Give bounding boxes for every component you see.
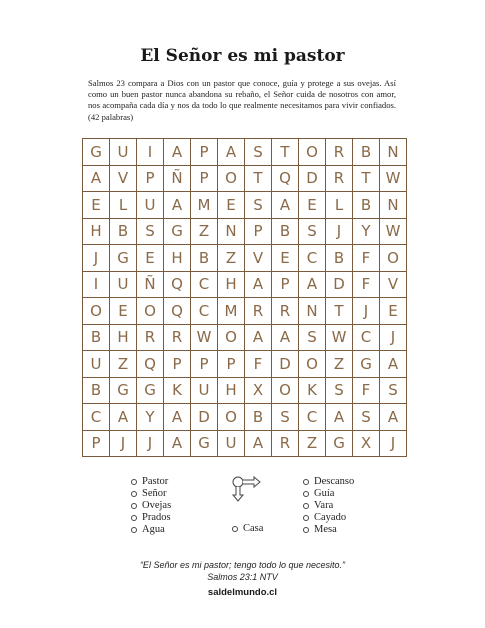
- grid-cell: O: [218, 166, 245, 193]
- grid-cell: P: [191, 139, 218, 166]
- word-item: [131, 524, 171, 536]
- direction-arrows-icon: [230, 473, 262, 503]
- grid-cell: N: [299, 298, 326, 325]
- checkbox-circle-icon: [303, 479, 309, 485]
- grid-cell: P: [83, 431, 110, 458]
- grid-cell: S: [272, 404, 299, 431]
- grid-cell: Ñ: [137, 272, 164, 299]
- grid-cell: F: [353, 378, 380, 405]
- word-label: Cayado: [314, 512, 347, 523]
- grid-cell: N: [380, 139, 407, 166]
- grid-cell: D: [299, 166, 326, 193]
- grid-cell: S: [299, 219, 326, 246]
- grid-cell: S: [353, 404, 380, 431]
- word-list-left: [131, 476, 171, 536]
- grid-cell: B: [83, 378, 110, 405]
- grid-cell: S: [245, 139, 272, 166]
- word-item: [232, 523, 263, 535]
- word-label: Agua: [142, 524, 165, 535]
- grid-cell: G: [110, 378, 137, 405]
- grid-cell: M: [191, 192, 218, 219]
- word-list-center: [232, 523, 263, 535]
- grid-cell: R: [137, 325, 164, 352]
- grid-cell: P: [218, 351, 245, 378]
- checkbox-circle-icon: [232, 526, 238, 532]
- grid-cell: G: [326, 431, 353, 458]
- grid-cell: O: [218, 404, 245, 431]
- grid-cell: J: [110, 431, 137, 458]
- grid-cell: I: [83, 272, 110, 299]
- checkbox-circle-icon: [303, 527, 309, 533]
- grid-cell: P: [272, 272, 299, 299]
- grid-cell: O: [83, 298, 110, 325]
- grid-cell: H: [110, 325, 137, 352]
- grid-cell: G: [83, 139, 110, 166]
- grid-cell: K: [299, 378, 326, 405]
- grid-cell: F: [353, 272, 380, 299]
- grid-cell: K: [164, 378, 191, 405]
- grid-cell: O: [299, 139, 326, 166]
- word-label: Vara: [314, 500, 334, 511]
- grid-cell: Z: [191, 219, 218, 246]
- word-item: [131, 476, 171, 488]
- grid-cell: U: [191, 378, 218, 405]
- word-label: Guía: [314, 488, 335, 499]
- grid-cell: G: [191, 431, 218, 458]
- grid-cell: A: [110, 404, 137, 431]
- grid-cell: Z: [326, 351, 353, 378]
- grid-cell: E: [83, 192, 110, 219]
- grid-cell: Q: [164, 298, 191, 325]
- grid-cell: H: [164, 245, 191, 272]
- grid-cell: H: [83, 219, 110, 246]
- grid-cell: C: [191, 272, 218, 299]
- grid-cell: B: [353, 139, 380, 166]
- grid-cell: B: [272, 219, 299, 246]
- grid-cell: Ñ: [164, 166, 191, 193]
- grid-cell: C: [299, 245, 326, 272]
- grid-cell: A: [164, 139, 191, 166]
- grid-cell: I: [137, 139, 164, 166]
- grid-cell: E: [380, 298, 407, 325]
- grid-cell: C: [191, 298, 218, 325]
- grid-cell: G: [164, 219, 191, 246]
- word-search-grid: [82, 138, 407, 457]
- grid-cell: A: [299, 272, 326, 299]
- bible-quote: [0, 559, 485, 583]
- grid-cell: S: [380, 378, 407, 405]
- grid-cell: L: [326, 192, 353, 219]
- grid-cell: R: [272, 298, 299, 325]
- grid-cell: P: [245, 219, 272, 246]
- grid-cell: J: [380, 431, 407, 458]
- grid-cell: A: [218, 139, 245, 166]
- grid-cell: A: [272, 325, 299, 352]
- grid-cell: B: [326, 245, 353, 272]
- grid-cell: G: [137, 378, 164, 405]
- grid-cell: U: [218, 431, 245, 458]
- grid-cell: B: [191, 245, 218, 272]
- grid-cell: A: [326, 404, 353, 431]
- grid-cell: D: [326, 272, 353, 299]
- checkbox-circle-icon: [131, 491, 137, 497]
- grid-cell: R: [326, 166, 353, 193]
- grid-cell: E: [110, 298, 137, 325]
- grid-cell: A: [380, 404, 407, 431]
- grid-cell: R: [164, 325, 191, 352]
- checkbox-circle-icon: [303, 491, 309, 497]
- grid-cell: B: [83, 325, 110, 352]
- grid-cell: A: [164, 192, 191, 219]
- grid-cell: U: [137, 192, 164, 219]
- grid-cell: V: [245, 245, 272, 272]
- grid-cell: Q: [137, 351, 164, 378]
- grid-cell: R: [245, 298, 272, 325]
- grid-cell: J: [137, 431, 164, 458]
- grid-cell: S: [326, 378, 353, 405]
- grid-cell: B: [110, 219, 137, 246]
- grid-cell: A: [164, 431, 191, 458]
- grid-cell: A: [272, 192, 299, 219]
- word-label: Ovejas: [142, 500, 172, 511]
- grid-cell: X: [353, 431, 380, 458]
- grid-cell: E: [299, 192, 326, 219]
- grid-cell: E: [218, 192, 245, 219]
- grid-cell: C: [353, 325, 380, 352]
- grid-cell: A: [380, 351, 407, 378]
- grid-cell: S: [299, 325, 326, 352]
- quote-reference: Salmos 23:1 NTV: [207, 572, 278, 582]
- grid-cell: U: [83, 351, 110, 378]
- word-item: [303, 500, 354, 512]
- grid-cell: S: [245, 192, 272, 219]
- grid-cell: O: [380, 245, 407, 272]
- grid-cell: S: [137, 219, 164, 246]
- word-item: [303, 476, 354, 488]
- word-item: [303, 488, 354, 500]
- checkbox-circle-icon: [131, 479, 137, 485]
- grid-cell: U: [110, 272, 137, 299]
- grid-cell: U: [110, 139, 137, 166]
- grid-cell: W: [380, 166, 407, 193]
- word-item: [131, 500, 171, 512]
- grid-cell: N: [380, 192, 407, 219]
- word-list-right: [303, 476, 354, 536]
- grid-cell: H: [218, 272, 245, 299]
- grid-cell: Z: [299, 431, 326, 458]
- word-label: Pastor: [142, 476, 169, 487]
- grid-cell: G: [353, 351, 380, 378]
- grid-cell: M: [218, 298, 245, 325]
- grid-cell: P: [137, 166, 164, 193]
- grid-cell: G: [110, 245, 137, 272]
- grid-cell: Y: [353, 219, 380, 246]
- word-item: [131, 488, 171, 500]
- grid-cell: P: [191, 166, 218, 193]
- word-label: Prados: [142, 512, 171, 523]
- grid-cell: C: [299, 404, 326, 431]
- grid-cell: R: [326, 139, 353, 166]
- word-label: Señor: [142, 488, 167, 499]
- grid-cell: T: [272, 139, 299, 166]
- grid-cell: A: [245, 325, 272, 352]
- word-item: [303, 524, 354, 536]
- grid-cell: O: [218, 325, 245, 352]
- checkbox-circle-icon: [303, 503, 309, 509]
- grid-cell: V: [110, 166, 137, 193]
- grid-cell: N: [218, 219, 245, 246]
- checkbox-circle-icon: [303, 515, 309, 521]
- grid-cell: D: [272, 351, 299, 378]
- page-title: El Señor es mi pastor: [140, 46, 345, 66]
- grid-cell: P: [191, 351, 218, 378]
- grid-cell: W: [326, 325, 353, 352]
- grid-cell: Z: [218, 245, 245, 272]
- grid-cell: A: [245, 431, 272, 458]
- grid-cell: Q: [164, 272, 191, 299]
- word-label: Mesa: [314, 524, 337, 535]
- word-item: [131, 512, 171, 524]
- website-footer: saldelmundo.cl: [207, 587, 278, 598]
- grid-cell: B: [353, 192, 380, 219]
- checkbox-circle-icon: [131, 515, 137, 521]
- grid-cell: B: [245, 404, 272, 431]
- grid-cell: J: [83, 245, 110, 272]
- grid-cell: W: [380, 219, 407, 246]
- grid-cell: L: [110, 192, 137, 219]
- grid-cell: T: [326, 298, 353, 325]
- grid-cell: J: [353, 298, 380, 325]
- grid-cell: H: [218, 378, 245, 405]
- grid-cell: T: [353, 166, 380, 193]
- grid-cell: V: [380, 272, 407, 299]
- grid-cell: A: [245, 272, 272, 299]
- checkbox-circle-icon: [131, 527, 137, 533]
- grid-cell: T: [245, 166, 272, 193]
- intro-paragraph: Salmos 23 compara a Dios con un pastor que conoce, guía y protege a sus ovejas. Así como un buen pastor nunca abandona su rebaño, el Señor cuida de nosotros con amor, nos acompaña cada día y nos da todo lo que realmente necesitamos para vivir confiados. (42 palabras): [88, 78, 396, 122]
- grid-cell: A: [164, 404, 191, 431]
- grid-cell: O: [137, 298, 164, 325]
- grid-cell: J: [380, 325, 407, 352]
- grid-cell: A: [83, 166, 110, 193]
- grid-cell: Z: [110, 351, 137, 378]
- grid-cell: Y: [137, 404, 164, 431]
- grid-cell: R: [272, 431, 299, 458]
- word-item: [303, 512, 354, 524]
- grid-cell: F: [245, 351, 272, 378]
- grid-cell: Q: [272, 166, 299, 193]
- grid-cell: X: [245, 378, 272, 405]
- checkbox-circle-icon: [131, 503, 137, 509]
- grid-cell: J: [326, 219, 353, 246]
- grid-cell: O: [272, 378, 299, 405]
- grid-cell: E: [137, 245, 164, 272]
- grid-cell: F: [353, 245, 380, 272]
- quote-text: “El Señor es mi pastor; tengo todo lo que necesito.”: [139, 560, 346, 570]
- grid-cell: W: [191, 325, 218, 352]
- word-label: Descanso: [314, 476, 355, 487]
- grid-cell: E: [272, 245, 299, 272]
- grid-cell: C: [83, 404, 110, 431]
- word-label: Casa: [243, 523, 264, 534]
- grid-cell: D: [191, 404, 218, 431]
- grid-cell: O: [299, 351, 326, 378]
- grid-cell: P: [164, 351, 191, 378]
